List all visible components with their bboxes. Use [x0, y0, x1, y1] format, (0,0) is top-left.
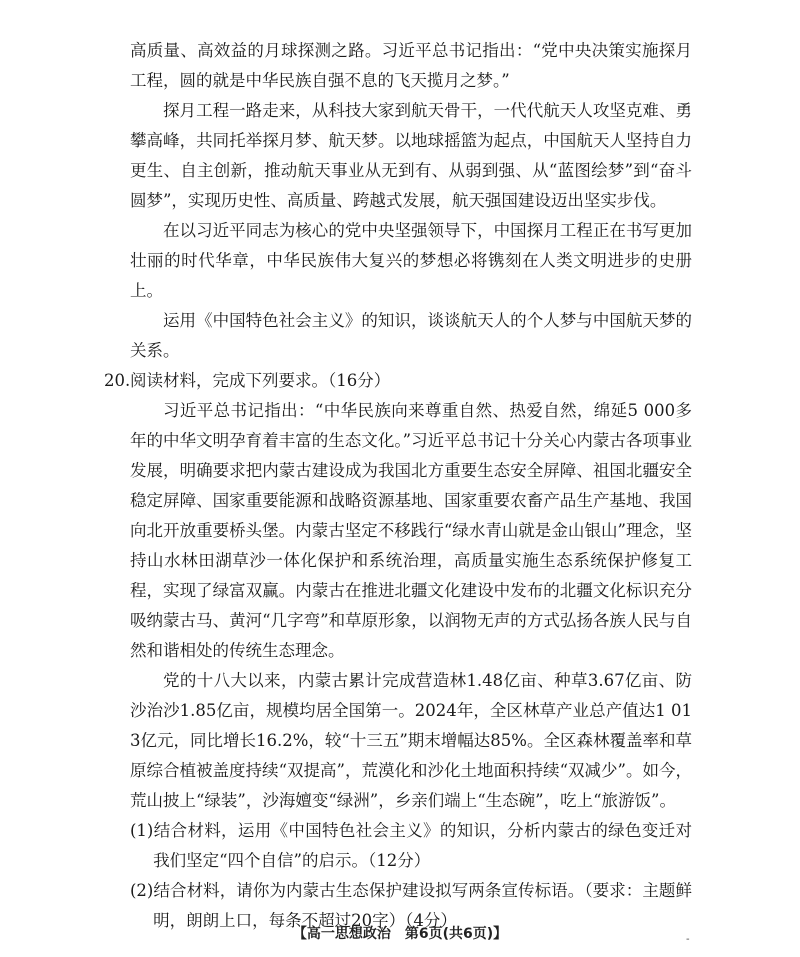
material-paragraph-2: 党的十八大以来，内蒙古累计完成营造林1.48亿亩、种草3.67亿亩、防沙治沙1.85亿亩，规模均居全国第一。2024年，全区林草产业总产值达1 013亿元，同比增长16.2%，较“十三五”期末增幅达85%。全区森林覆盖率和草原综合植被盖度持续“双提高”，荒漠化和沙化土地面积持续“双减少”。如今，荒山披上“绿装”，沙海嬗变“绿洲”，乡亲们端上“生态碗”，吃上“旅游饭”。 — [130, 671, 692, 810]
question-20-header — [104, 366, 692, 396]
paragraph-continuation: 高质量、高效益的月球探测之路。习近平总书记指出：“党中央决策实施探月工程，圆的就是中华民族自强不息的飞天揽月之梦。” — [130, 41, 692, 90]
corner-mark: - — [686, 934, 690, 945]
paragraph-national-rejuvenation: 在以习近平同志为核心的党中央坚强领导下，中国探月工程正在书写更加壮丽的时代华章，中华民族伟大复兴的梦想必将镌刻在人类文明进步的史册上。 — [130, 221, 692, 300]
sub-question-2: (2)结合材料，请你为内蒙古生态保护建设拟写两条宣传标语。（要求：主题鲜明，朗朗上口，每条不超过20字）（4分） — [130, 881, 692, 930]
material-paragraph-1: 习近平总书记指出：“中华民族向来尊重自然、热爱自然，绵延5 000多年的中华文明孕育着丰富的生态文化。”习近平总书记十分关心内蒙古各项事业发展，明确要求把内蒙古建设成为我国北方重要生态安全屏障、祖国北疆安全稳定屏障、国家重要能源和战略资源基地、国家重要农畜产品生产基地、我国向北开放重要桥头堡。内蒙古坚定不移践行“绿水青山就是金山银山”理念，坚持山水林田湖草沙一体化保护和系统治理，高质量实施生态系统保护修复工程，实现了绿富双赢。内蒙古在推进北疆文化建设中发布的北疆文化标识充分吸纳蒙古马、黄河“几字弯”和草原形象，以润物无声的方式弘扬各族人民与自然和谐相处的传统生态理念。 — [130, 401, 692, 660]
page-footer: 【高一思想政治 第6页(共6页)】 — [292, 926, 508, 942]
sub-question-1: (1)结合材料，运用《中国特色社会主义》的知识，分析内蒙古的绿色变迁对我们坚定“四个自信”的启示。（12分） — [130, 821, 692, 870]
question-prompt: 阅读材料，完成下列要求。（16分） — [130, 371, 391, 390]
page-content — [104, 36, 692, 936]
question-19-requirement: 运用《中国特色社会主义》的知识，谈谈航天人的个人梦与中国航天梦的关系。 — [130, 311, 692, 360]
question-number: 20. — [104, 371, 131, 390]
paragraph-lunar-exploration: 探月工程一路走来，从科技大家到航天骨干，一代代航天人攻坚克难、勇攀高峰，共同托举探月梦、航天梦。以地球摇篮为起点，中国航天人坚持自力更生、自主创新，推动航天事业从无到有、从弱到强、从“蓝图绘梦”到“奋斗圆梦”，实现历史性、高质量、跨越式发展，航天强国建设迈出坚实步伐。 — [130, 101, 692, 210]
